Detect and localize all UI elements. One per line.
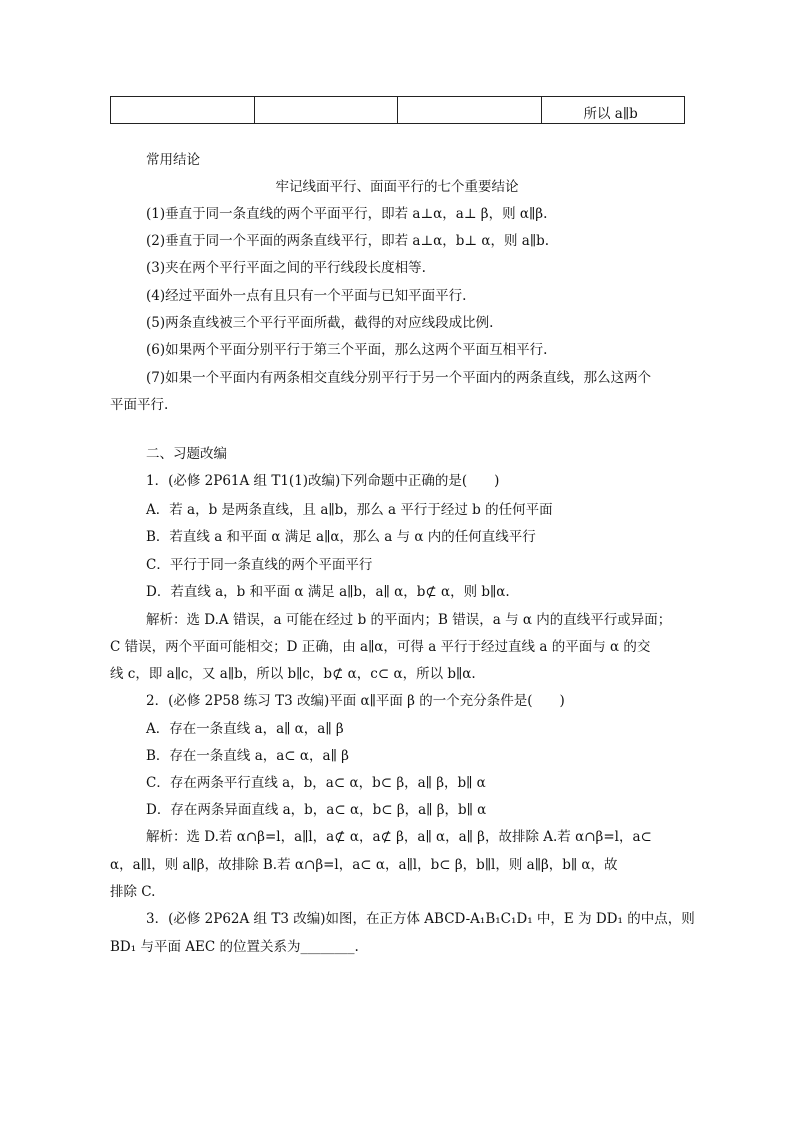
conclusion-item-continued: 平面平行. — [110, 397, 169, 413]
question-3-stem-continued: BD₁ 与平面 AEC 的位置关系为________. — [110, 939, 359, 955]
question-1-option-a: A．若 a，b 是两条直线，且 a∥b，那么 a 平行于经过 b 的任何平面 — [146, 502, 553, 518]
table-cell-2 — [255, 97, 399, 123]
question-1-option-b: B．若直线 a 和平面 α 满足 a∥α，那么 a 与 α 内的任何直线平行 — [146, 529, 536, 545]
conclusion-item: (7)如果一个平面内有两条相交直线分别平行于另一个平面内的两条直线，那么这两个 — [146, 370, 652, 386]
question-1-analysis: 线 c，即 a∥c，又 a∥b，所以 b∥c，b⊄ α，c⊂ α，所以 b∥α. — [110, 666, 476, 682]
question-1-analysis: C 错误，两个平面可能相交；D 正确，由 a∥α，可得 a 平行于经过直线 a 的平面与 α 的交 — [110, 639, 651, 655]
table-cell-4: 所以 a∥b — [583, 106, 638, 122]
question-2-option-b: B．存在一条直线 a，a⊂ α，a∥ β — [146, 748, 349, 764]
question-2-analysis: 解析：选 D.若 α∩β=l，a∥l，a⊄ α，a⊄ β，a∥ α，a∥ β，故排除 A.若 α∩β=l，a⊂ — [146, 829, 652, 845]
table-cell-1 — [111, 97, 255, 123]
question-2-stem: 2．(必修 2P58 练习 T3 改编)平面 α∥平面 β 的一个充分条件是( ) — [146, 693, 565, 709]
conclusion-item: (5)两条直线被三个平行平面所截，截得的对应线段成比例. — [146, 315, 494, 331]
question-1-stem: 1．(必修 2P61A 组 T1(1)改编)下列命题中正确的是( ) — [146, 473, 500, 489]
conclusion-item: (1)垂直于同一条直线的两个平面平行，即若 a⊥α，a⊥ β，则 α∥β. — [146, 206, 548, 222]
question-1-option-c: C．平行于同一条直线的两个平面平行 — [146, 557, 373, 573]
question-2-analysis: 排除 C. — [110, 884, 156, 900]
question-2-analysis: α，a∥l，则 a∥β，故排除 B.若 α∩β=l，a⊂ α，a∥l，b⊂ β，b∥l，则 a∥β，b∥ α，故 — [110, 857, 618, 873]
conclusions-title: 牢记线面平行、面面平行的七个重要结论 — [275, 179, 519, 195]
conclusion-item: (6)如果两个平面分别平行于第三个平面，那么这两个平面互相平行. — [146, 342, 548, 358]
conclusion-item: (4)经过平面外一点有且只有一个平面与已知平面平行. — [146, 288, 467, 304]
exercises-heading: 二、习题改编 — [146, 446, 227, 462]
question-2-option-c: C．存在两条平行直线 a，b，a⊂ α，b⊂ β，a∥ β，b∥ α — [146, 775, 486, 791]
comparison-table-row — [110, 96, 685, 124]
question-2-option-d: D．存在两条异面直线 a，b，a⊂ α，b⊂ β，a∥ β，b∥ α — [146, 802, 487, 818]
conclusions-heading: 常用结论 — [146, 152, 200, 168]
question-3-stem: 3．(必修 2P62A 组 T3 改编)如图，在正方体 ABCD-A₁B₁C₁D₁ 中，E 为 DD₁ 的中点，则 — [146, 911, 695, 927]
question-1-analysis: 解析：选 D.A 错误，a 可能在经过 b 的平面内；B 错误，a 与 α 内的直线平行或异面； — [146, 612, 672, 628]
conclusion-item: (2)垂直于同一个平面的两条直线平行，即若 a⊥α，b⊥ α，则 a∥b. — [146, 233, 550, 249]
table-cell-3 — [398, 97, 542, 123]
question-1-option-d: D．若直线 a，b 和平面 α 满足 a∥b，a∥ α，b⊄ α，则 b∥α. — [146, 584, 510, 600]
conclusion-item: (3)夹在两个平行平面之间的平行线段长度相等. — [146, 260, 426, 276]
question-2-option-a: A．存在一条直线 a，a∥ α，a∥ β — [146, 721, 344, 737]
